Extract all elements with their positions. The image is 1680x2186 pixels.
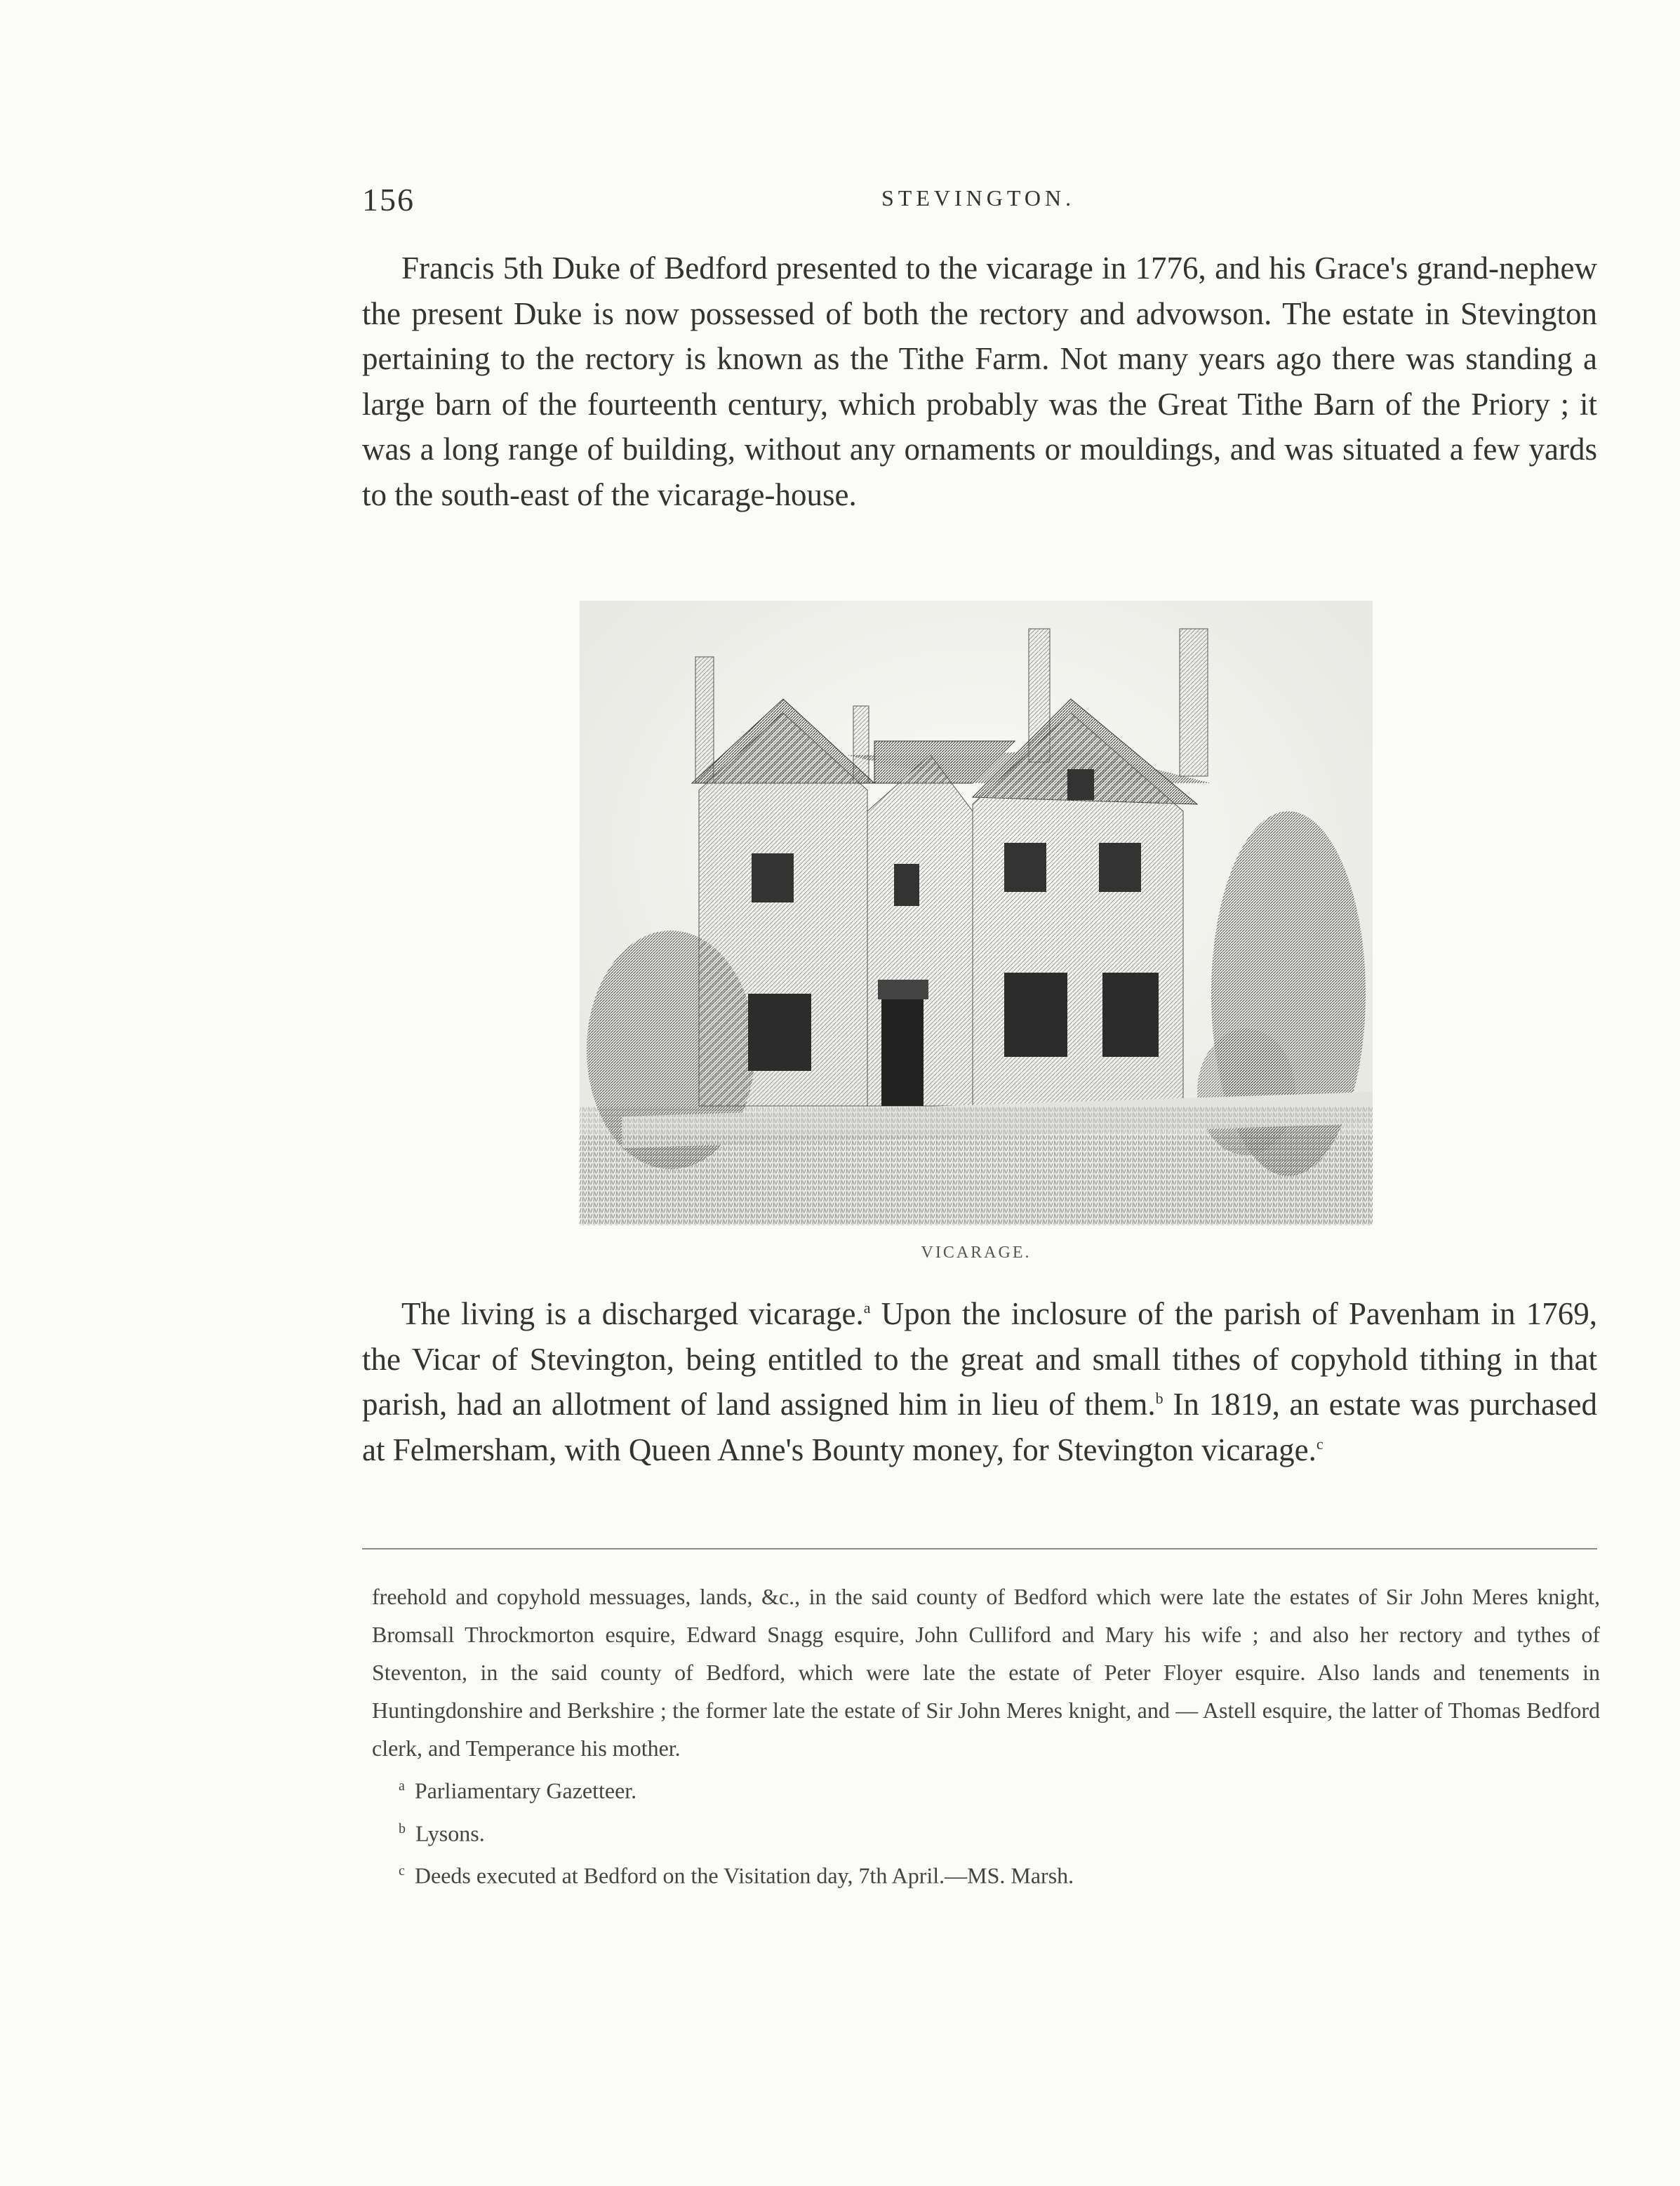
footnotes [372,1578,1600,1895]
p2-text-c: In 1819, an estate was purchased at Felmersham, with Queen Anne's Bounty money, for Stevington vicarage. [362,1387,1598,1467]
p2-text-b: Upon the inclosure of the parish of Pavenham in 1769, the Vicar of Stevington, being entitled to the great and small tithes of copyhold tithing in that parish, had an allotment of land assigned him in lieu of them. [362,1296,1598,1422]
p2-text-a: The living is a discharged vicarage. [401,1296,864,1331]
body-paragraph-1: Francis 5th Duke of Bedford presented to the vicarage in 1776, and his Grace's grand-nephew the present Duke is now possessed of both the rectory and advowson. The estate in Stevington pertaining to the rectory is known as the Tithe Farm. Not many years ago there was standing a large barn of the fourteenth century, which probably was the Great Tithe Barn of the Priory ; it was a long range of building, without any ornaments or mouldings, and was situated a few yards to the south-east of the vicarage-house. [362,251,1597,512]
footnote-ref-b: b [1155,1389,1164,1407]
vicarage-engraving [580,601,1373,1225]
footnote-mark-c: c [399,1863,405,1879]
footnote-a [399,1767,1600,1810]
footnote-b [399,1810,1600,1853]
footnote-ref-c: c [1316,1434,1324,1453]
footnote-ref-a: a [863,1299,871,1317]
footnote-rule [362,1548,1597,1549]
footnote-continuation: freehold and copyhold messuages, lands, &c., in the said county of Bedford which were late the estates of Sir John Meres knight, Bromsall Throckmorton esquire, Edward Snagg esquire, John Culliford and Mary his wife ; and also her rectory and tythes of Steventon, in the said county of Bedford, which were late the estate of Peter Floyer esquire. Also lands and tenements in Huntingdonshire and Berkshire ; the former late the estate of Sir John Meres knight, and — Astell esquire, the latter of Thomas Bedford clerk, and Temperance his mother. [372,1584,1600,1761]
footnote-text-a: Parliamentary Gazetteer. [414,1778,637,1804]
footnote-mark-b: b [399,1820,406,1837]
footnote-c [399,1852,1600,1895]
footnote-text-c: Deeds executed at Bedford on the Visitation day, 7th April.—MS. Marsh. [414,1862,1074,1888]
page-number: 156 [362,182,415,218]
footnote-mark-a: a [399,1778,405,1794]
running-head [362,181,1597,223]
footnote-text-b: Lysons. [415,1820,485,1846]
running-title: STEVINGTON. [881,185,1076,211]
body-paragraph-2 [362,1291,1597,1472]
figure-caption: VICARAGE. [921,1244,1032,1262]
